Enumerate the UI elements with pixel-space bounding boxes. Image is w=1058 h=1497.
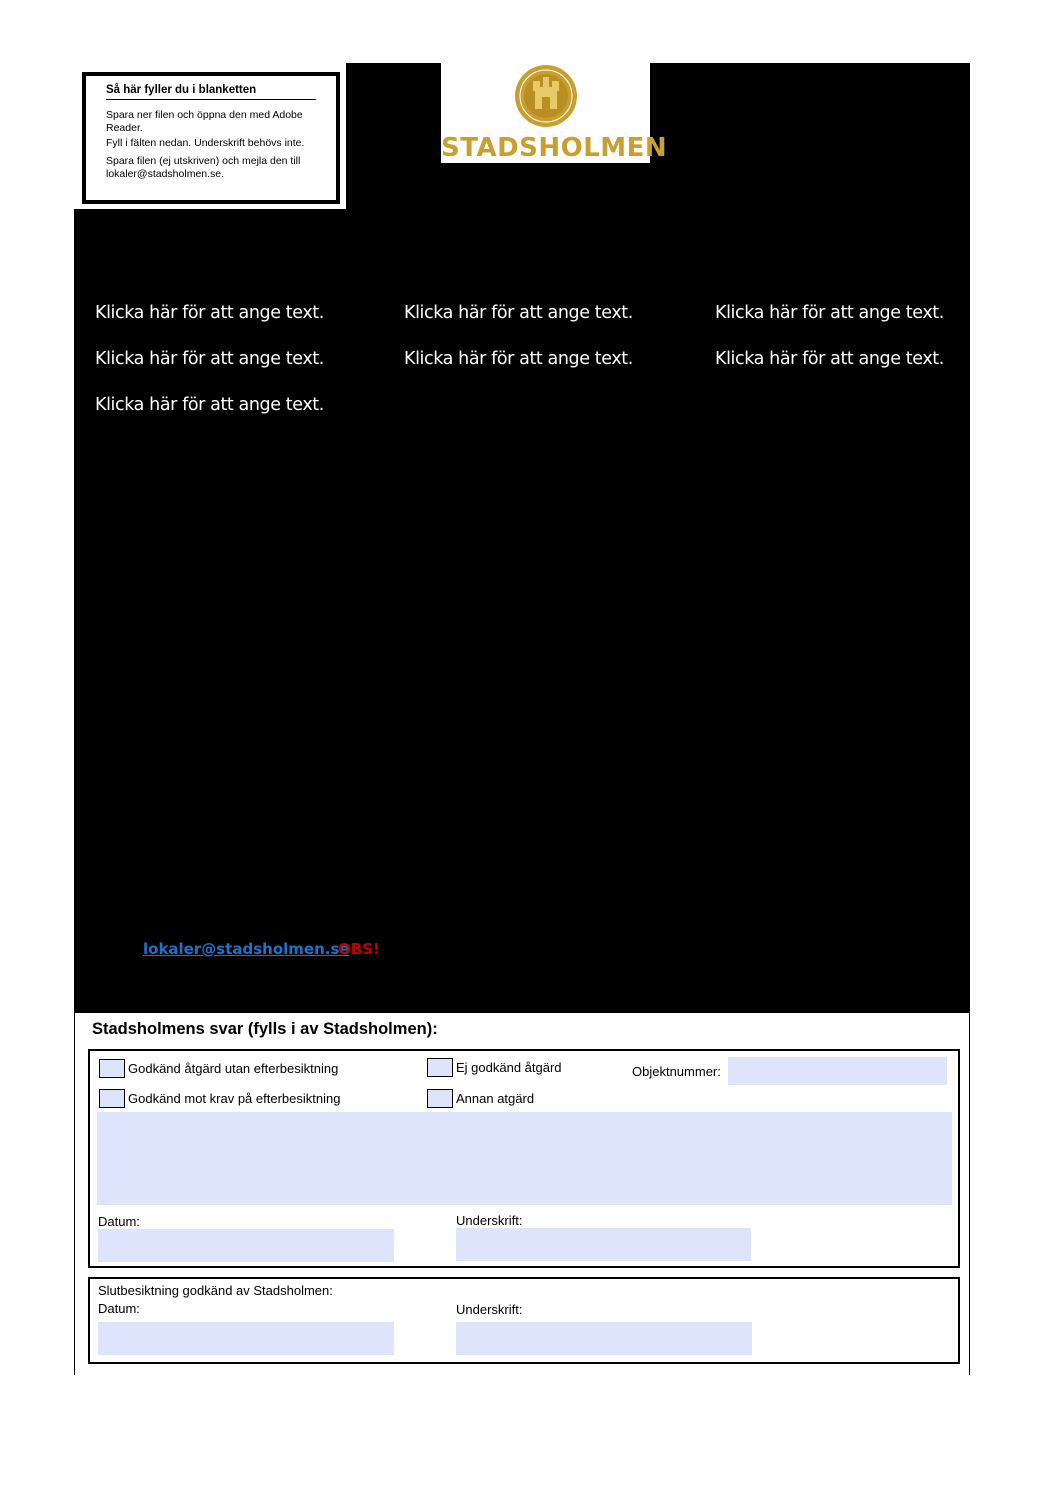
stadsholmen-logo xyxy=(441,63,668,163)
checkbox-not-approved[interactable] xyxy=(427,1058,453,1077)
text-field-2[interactable]: Klicka här för att ange text. xyxy=(404,303,633,323)
final-label-signature: Underskrift: xyxy=(456,1302,523,1317)
signature-input[interactable] xyxy=(456,1228,751,1261)
instructions-line-1: Spara ner filen och öppna den med Adobe Reader. xyxy=(106,109,303,134)
checkbox-other-action[interactable] xyxy=(427,1089,453,1108)
final-date-input[interactable] xyxy=(98,1322,394,1355)
label-approved-no-inspection: Godkänd åtgärd utan efterbesiktning xyxy=(128,1061,339,1076)
label-not-approved: Ej godkänd åtgärd xyxy=(456,1060,562,1075)
contact-email-link[interactable]: lokaler@stadsholmen.se xyxy=(143,940,350,958)
text-field-3[interactable]: Klicka här för att ange text. xyxy=(715,303,944,323)
label-date: Datum: xyxy=(98,1214,140,1229)
text-field-6[interactable]: Klicka här för att ange text. xyxy=(715,349,944,369)
final-inspection-heading: Slutbesiktning godkänd av Stadsholmen: xyxy=(98,1283,333,1298)
obs-warning: OBS! xyxy=(338,940,380,958)
instructions-panel xyxy=(74,63,346,209)
page-border-left xyxy=(74,1013,75,1375)
text-field-5[interactable]: Klicka här för att ange text. xyxy=(404,349,633,369)
label-object-number: Objektnummer: xyxy=(632,1064,721,1079)
label-other-action: Annan atgärd xyxy=(456,1091,535,1106)
response-heading: Stadsholmens svar (fylls i av Stadsholmen): xyxy=(92,1020,438,1038)
text-field-7[interactable]: Klicka här för att ange text. xyxy=(95,395,324,415)
logo-wordmark: STADSHOLMEN xyxy=(441,133,668,163)
comment-textarea[interactable] xyxy=(97,1112,952,1205)
object-number-input[interactable] xyxy=(728,1057,947,1085)
label-signature: Underskrift: xyxy=(456,1213,523,1228)
instructions-line-2: Fyll i fälten nedan. Underskrift behövs inte. xyxy=(106,137,305,149)
checkbox-approved-with-inspection[interactable] xyxy=(99,1089,125,1108)
page-border-right xyxy=(969,1013,970,1375)
label-approved-with-inspection: Godkänd mot krav på efterbesiktning xyxy=(128,1091,341,1106)
checkbox-approved-no-inspection[interactable] xyxy=(99,1059,125,1078)
instructions-line-3: Spara filen (ej utskriven) och mejla den till lokaler@stadsholmen.se. xyxy=(106,155,301,180)
final-signature-input[interactable] xyxy=(456,1322,752,1355)
text-field-1[interactable]: Klicka här för att ange text. xyxy=(95,303,324,323)
text-field-4[interactable]: Klicka här för att ange text. xyxy=(95,349,324,369)
response-box xyxy=(88,1049,960,1268)
date-input[interactable] xyxy=(98,1229,394,1262)
city-seal-icon xyxy=(513,63,579,129)
instructions-frame xyxy=(82,72,340,204)
final-inspection-box xyxy=(88,1277,960,1364)
final-label-date: Datum: xyxy=(98,1301,140,1316)
instructions-title: Så här fyller du i blanketten xyxy=(106,84,316,100)
